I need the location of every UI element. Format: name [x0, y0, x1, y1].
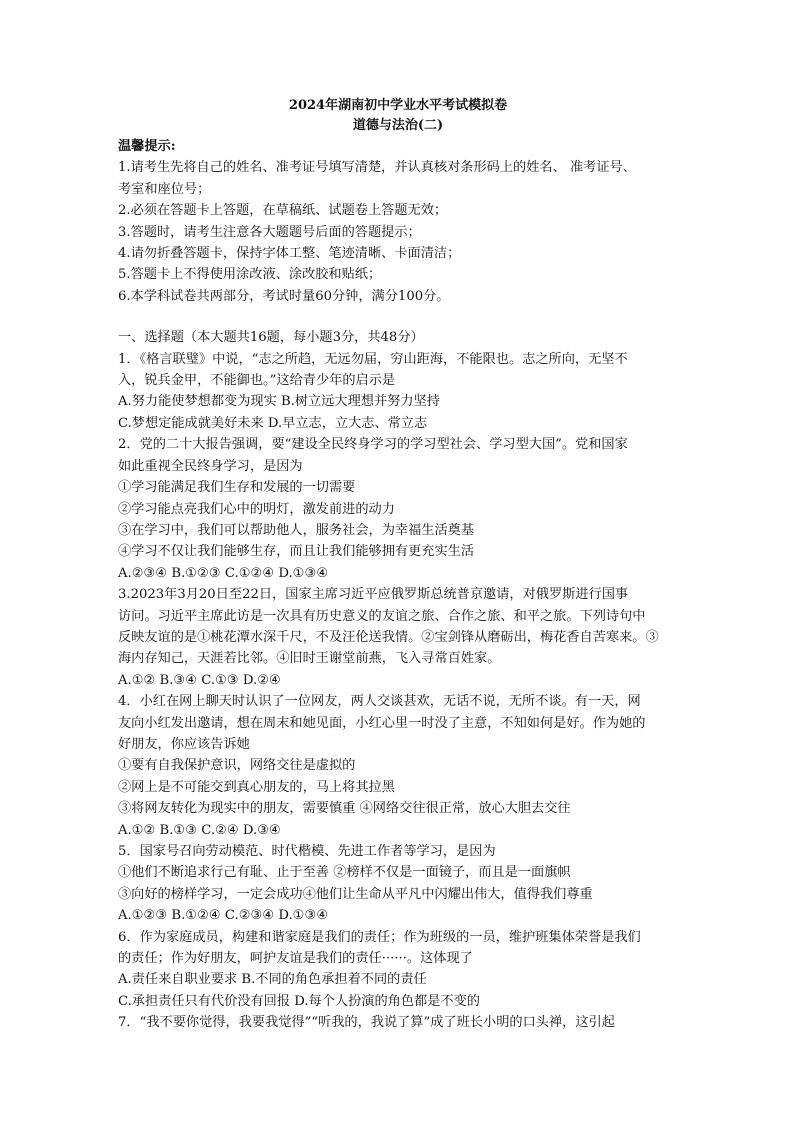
question-statement: ④学习不仅让我们能够生存，而且让我们能够拥有更充实生活	[118, 544, 475, 560]
exam-subtitle: 道德与法治(二)	[352, 118, 444, 133]
question-line: 4．小红在网上聊天时认识了一位网友，两人交谈甚欢，无话不说，无所不谈。有一天，网	[118, 694, 641, 710]
question-line: 友向小红发出邀请，想在周末和她见面，小红心里一时没了主意，不知如何是好。作为她的	[118, 715, 646, 731]
section-heading: 一、选择题（本大题共16题，每小题3分，共48分）	[118, 330, 424, 346]
question-line: 7．“我不要你觉得，我要我觉得”“听我的，我说了算”成了班长小明的口头禅，这引起	[118, 1015, 615, 1031]
question-option: A.②③④ B.①②③ C.①②④ D.①③④	[118, 565, 329, 581]
question-option: C.承担责任只有代价没有回报 D.每个人扮演的角色都是不变的	[118, 993, 480, 1009]
question-line: 反映友谊的是①桃花潭水深千尺，不及汪伦送我情。②宝剑锋从磨砺出，梅花香自苦寒来。③	[118, 629, 659, 645]
question-line: 的责任；作为好朋友，呵护友谊是我们的责任······。这体现了	[118, 951, 473, 967]
question-statement: ②网上是不可能交到真心朋友的，马上将其拉黑	[118, 779, 395, 795]
question-line: 5．国家号召向劳动模范、时代楷模、先进工作者等学习，是因为	[118, 844, 496, 859]
spacer	[118, 307, 678, 327]
question-line: 访问。习近平主席此访是一次具有历史意义的友谊之旅、合作之旅、和平之旅。下列诗句中	[118, 608, 646, 624]
question-statement: ③将网友转化为现实中的朋友，需要慎重 ④网络交往很正常，放心大胆去交往	[118, 801, 571, 817]
question-line: 1．《格言联璧》中说，“志之所趋，无远勿届，穷山距海，不能限也。志之所向，无坚不	[118, 351, 628, 367]
question-line: 如此重视全民终身学习，是因为	[118, 458, 303, 474]
question-option: A.努力能使梦想都变为现实 B.树立远大理想并努力坚持	[118, 394, 440, 410]
question-statement: ①要有自我保护意识，网络交往是虚拟的	[118, 758, 356, 774]
notice-line: 2.必须在答题卡上答题，在草稿纸、试题卷上答题无效；	[118, 203, 448, 219]
question-statement: ③向好的榜样学习，一定会成功④他们让生命从平凡中闪耀出伟大，值得我们尊重	[118, 886, 593, 902]
notice-line: 6.本学科试卷共两部分，考试时量60分钟，满分100分。	[118, 288, 450, 304]
question-line: 2．党的二十大报告强调，要“建设全民终身学习的学习型社会、学习型大国”。党和国家	[118, 437, 628, 453]
question-option: A.①② B.①③ C.②④ D.③④	[118, 822, 281, 838]
question-statement: ①学习能满足我们生存和发展的一切需要	[118, 480, 356, 496]
notice-line: 考室和座位号；	[118, 181, 211, 197]
question-option: A.责任来自职业要求 B.不同的角色承担着不同的责任	[118, 972, 427, 988]
question-line: 入，锐兵金甲，不能御也。”这给青少年的启示是	[118, 373, 396, 389]
question-line: 好朋友，你应该告诉她	[118, 736, 250, 752]
question-list	[118, 349, 678, 1034]
notice-list	[118, 157, 678, 307]
question-line: 6．作为家庭成员，构建和谐家庭是我们的责任；作为班级的一员，维护班集体荣誉是我们	[118, 929, 641, 945]
question-line: 海内存知己，天涯若比邻。④旧时王谢堂前燕，飞入寻常百姓家。	[118, 651, 501, 667]
question-option: A.①② B.③④ C.①③ D.②④	[118, 672, 281, 688]
question-option: A.①②③ B.①②④ C.②③④ D.①③④	[118, 908, 329, 924]
question-option: C.梦想定能成就美好未来 D.早立志，立大志、常立志	[118, 415, 428, 431]
notice-line: 3.答题时，请考生注意各大题题号后面的答题提示；	[118, 224, 421, 240]
notice-heading: 温馨提示:	[118, 139, 176, 154]
question-statement: ②学习能点亮我们心中的明灯，激发前进的动力	[118, 501, 395, 517]
notice-line: 4.请勿折叠答题卡，保持字体工整、笔迹清晰、卡面清洁；	[118, 246, 461, 262]
question-statement: ①他们不断追求行己有耻、止于至善 ②榜样不仅是一面镜子，而且是一面旗帜	[118, 865, 571, 881]
notice-line: 5.答题卡上不得使用涂改液、涂改胶和贴纸；	[118, 267, 382, 283]
question-statement: ③在学习中，我们可以帮助他人，服务社会，为幸福生活奠基	[118, 522, 475, 538]
exam-title: 2024年湖南初中学业水平考试模拟卷	[288, 98, 508, 113]
exam-page	[118, 96, 678, 1034]
question-line: 3.2023年3月20日至22日，国家主席习近平应俄罗斯总统普京邀请，对俄罗斯进行国事	[118, 587, 629, 603]
notice-line: 1.请考生先将自己的姓名、准考证号填写清楚，并认真核对条形码上的姓名、 准考证号、	[118, 160, 636, 176]
